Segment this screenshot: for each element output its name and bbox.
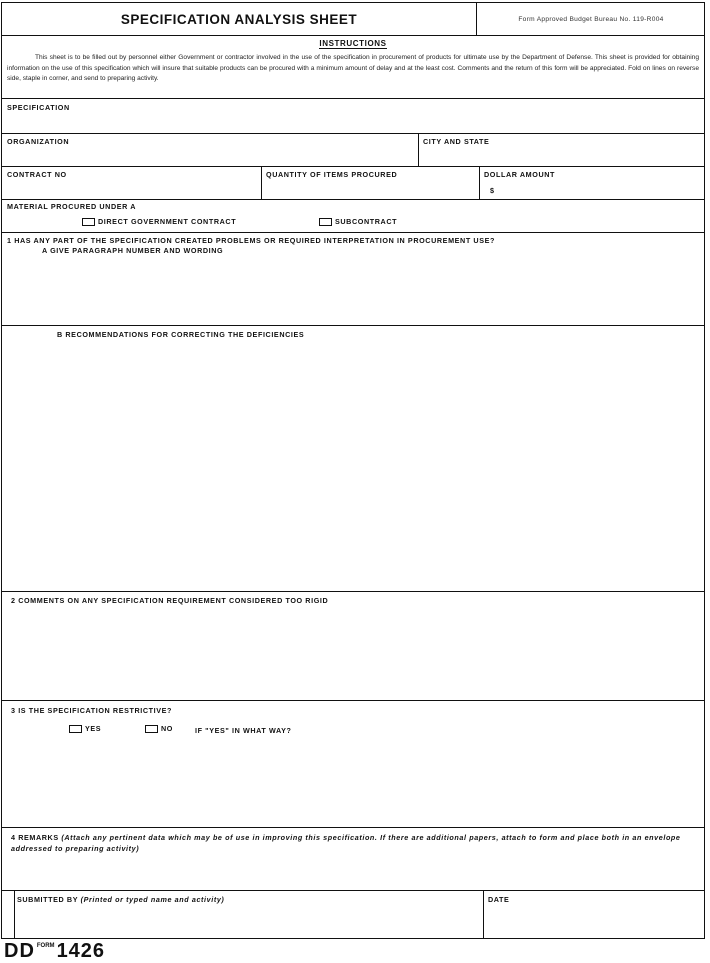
submitted-by-label: SUBMITTED BY (Printed or typed name and activity) xyxy=(17,895,225,904)
question-1a: A GIVE PARAGRAPH NUMBER AND WORDING xyxy=(42,246,224,255)
divider xyxy=(2,827,704,828)
divider xyxy=(2,35,704,36)
divider xyxy=(2,232,704,233)
header-divider xyxy=(476,3,477,35)
date-input[interactable] xyxy=(488,908,702,932)
date-label: DATE xyxy=(488,895,510,904)
divider xyxy=(418,133,419,166)
question-3: 3 IS THE SPECIFICATION RESTRICTIVE? xyxy=(11,706,173,715)
question-4-answer[interactable] xyxy=(7,856,701,890)
question-2-answer[interactable] xyxy=(7,607,701,699)
divider xyxy=(483,890,484,938)
direct-contract-option[interactable] xyxy=(82,217,236,226)
form-title: SPECIFICATION ANALYSIS SHEET xyxy=(120,11,358,27)
instructions-heading: INSTRUCTIONS xyxy=(319,39,387,48)
dollar-sign: $ xyxy=(490,186,495,195)
form-number xyxy=(4,940,105,963)
form-prefix: DD xyxy=(4,940,35,962)
subcontract-checkbox[interactable] xyxy=(319,218,332,226)
divider xyxy=(2,133,704,134)
submitted-by-input[interactable] xyxy=(17,908,481,932)
direct-contract-label: DIRECT GOVERNMENT CONTRACT xyxy=(98,217,237,226)
divider xyxy=(479,166,480,199)
organization-label: ORGANIZATION xyxy=(7,137,70,146)
contract-no-input[interactable] xyxy=(7,181,261,199)
form-code: 1426 xyxy=(56,940,106,962)
divider xyxy=(261,166,262,199)
question-1b-answer[interactable] xyxy=(7,341,701,591)
submitted-by-note: (Printed or typed name and activity) xyxy=(80,895,225,904)
question-4-note: (Attach any pertinent data which may be of use in improving this specification. If there are additional papers, attach to form and place both in an envelope addressed to preparing activity) xyxy=(11,833,681,853)
dollar-amount-input[interactable] xyxy=(499,181,703,199)
divider xyxy=(2,199,704,200)
divider xyxy=(2,325,704,326)
restrictive-followup: IF "YES" IN WHAT WAY? xyxy=(195,726,292,735)
question-2: 2 COMMENTS ON ANY SPECIFICATION REQUIREMENT CONSIDERED TOO RIGID xyxy=(11,596,329,605)
city-state-label: CITY AND STATE xyxy=(423,137,490,146)
divider xyxy=(2,591,704,592)
organization-input[interactable] xyxy=(7,148,416,166)
question-3-answer[interactable] xyxy=(7,739,701,825)
specification-analysis-form xyxy=(1,2,705,939)
contract-no-label: CONTRACT NO xyxy=(7,170,67,179)
direct-contract-checkbox[interactable] xyxy=(82,218,95,226)
question-4 xyxy=(11,832,691,854)
restrictive-yes-checkbox[interactable] xyxy=(69,725,82,733)
question-4-label: 4 REMARKS xyxy=(11,833,59,842)
quantity-input[interactable] xyxy=(266,181,478,199)
specification-input[interactable] xyxy=(7,113,701,133)
restrictive-yes-option[interactable] xyxy=(69,724,101,733)
city-state-input[interactable] xyxy=(423,148,703,166)
divider xyxy=(2,166,704,167)
subcontract-option[interactable] xyxy=(319,217,397,226)
form-word: FORM xyxy=(36,943,55,949)
question-1a-answer[interactable] xyxy=(7,257,701,325)
instructions-text: This sheet is to be filled out by personnel either Government or contractor involved in the use of the specification in procurement of products for ultimate use by the Department of Defense. This sheet is provided for obtaining information on the use of this specification which will insure that suitable products can be procured with a minimum amount of delay and at the least cost. Comments and the return of this form will be appreciated. Fold on lines on reverse side, staple in corner, and send to preparing activity. xyxy=(7,54,699,82)
restrictive-no-checkbox[interactable] xyxy=(145,725,158,733)
specification-label: SPECIFICATION xyxy=(7,103,70,112)
quantity-label: QUANTITY OF ITEMS PROCURED xyxy=(266,170,398,179)
restrictive-no-option[interactable] xyxy=(145,724,173,733)
divider xyxy=(2,700,704,701)
subcontract-label: SUBCONTRACT xyxy=(335,217,398,226)
question-1b: B RECOMMENDATIONS FOR CORRECTING THE DEFICIENCIES xyxy=(57,330,305,339)
divider xyxy=(2,890,704,891)
restrictive-no-label: NO xyxy=(161,724,173,733)
form-approval-note: Form Approved Budget Bureau No. 119-R004 xyxy=(518,15,664,23)
divider xyxy=(2,98,704,99)
question-1: 1 HAS ANY PART OF THE SPECIFICATION CREATED PROBLEMS OR REQUIRED INTERPRETATION IN PROCUREMENT USE? xyxy=(7,236,496,245)
restrictive-yes-label: YES xyxy=(85,724,102,733)
divider xyxy=(14,890,15,938)
dollar-amount-label: DOLLAR AMOUNT xyxy=(484,170,556,179)
material-procured-label: MATERIAL PROCURED UNDER A xyxy=(7,202,137,211)
